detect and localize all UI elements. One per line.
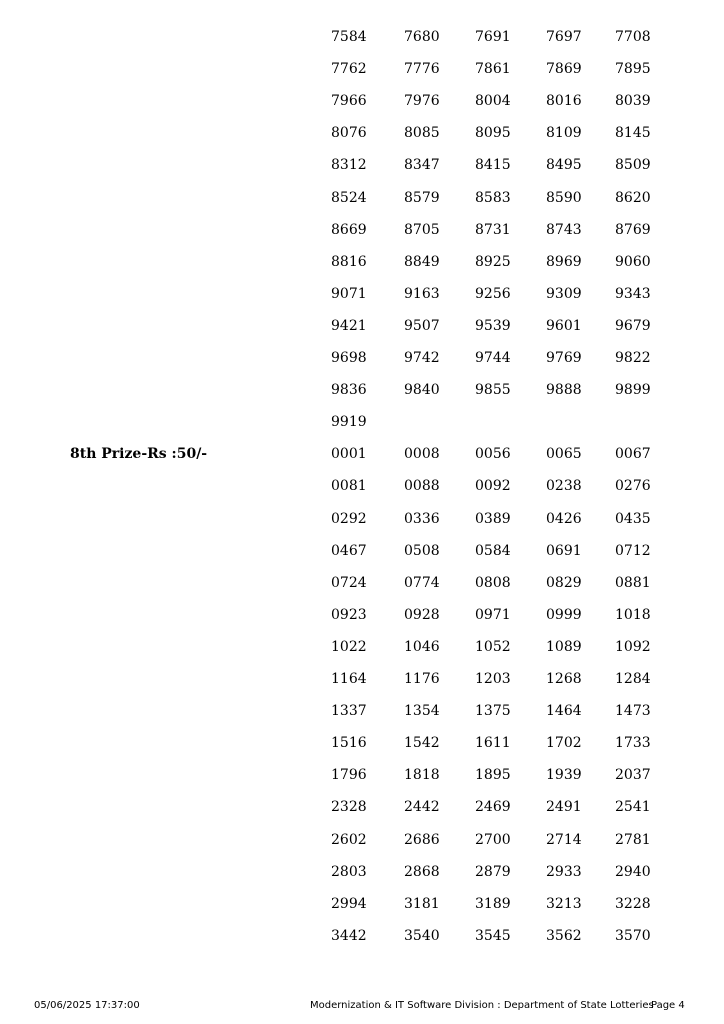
ticket-number: 0467	[331, 543, 367, 559]
ticket-number: 1464	[546, 703, 582, 719]
footer-division: Modernization & IT Software Division : Department of State Lotteries	[310, 1000, 654, 1011]
ticket-number: 1818	[404, 767, 440, 783]
result-row	[0, 599, 724, 631]
ticket-number: 0276	[615, 478, 651, 494]
ticket-number: 0088	[404, 478, 440, 494]
ticket-number: 9256	[475, 286, 511, 302]
ticket-number: 0881	[615, 575, 651, 591]
ticket-number: 1089	[546, 639, 582, 655]
ticket-number: 2940	[615, 864, 651, 880]
ticket-number: 0292	[331, 511, 367, 527]
ticket-number: 8731	[475, 222, 511, 238]
result-row	[0, 695, 724, 727]
ticket-number: 8145	[615, 125, 651, 141]
result-row	[0, 85, 724, 117]
ticket-number: 3181	[404, 896, 440, 912]
ticket-number: 3442	[331, 928, 367, 944]
ticket-number: 1733	[615, 735, 651, 751]
ticket-number: 0067	[615, 446, 651, 462]
ticket-number: 1796	[331, 767, 367, 783]
ticket-number: 3570	[615, 928, 651, 944]
ticket-number: 2602	[331, 832, 367, 848]
footer-timestamp: 05/06/2025 17:37:00	[34, 1000, 140, 1011]
ticket-number: 8509	[615, 157, 651, 173]
result-row	[0, 727, 724, 759]
footer-page-number: Page 4	[651, 1000, 685, 1011]
result-row	[0, 888, 724, 920]
ticket-number: 8347	[404, 157, 440, 173]
ticket-number: 8620	[615, 190, 651, 206]
ticket-number: 8583	[475, 190, 511, 206]
ticket-number: 2994	[331, 896, 367, 912]
ticket-number: 0065	[546, 446, 582, 462]
ticket-number: 9060	[615, 254, 651, 270]
result-row	[0, 214, 724, 246]
ticket-number: 1337	[331, 703, 367, 719]
ticket-number: 0389	[475, 511, 511, 527]
ticket-number: 8016	[546, 93, 582, 109]
ticket-number: 1164	[331, 671, 367, 687]
ticket-number: 9840	[404, 382, 440, 398]
ticket-number: 8524	[331, 190, 367, 206]
ticket-number: 9421	[331, 318, 367, 334]
ticket-number: 8495	[546, 157, 582, 173]
ticket-number: 3562	[546, 928, 582, 944]
ticket-number: 9822	[615, 350, 651, 366]
ticket-number: 2700	[475, 832, 511, 848]
ticket-number: 9601	[546, 318, 582, 334]
ticket-number: 8969	[546, 254, 582, 270]
ticket-number: 0238	[546, 478, 582, 494]
result-row	[0, 21, 724, 53]
ticket-number: 9888	[546, 382, 582, 398]
ticket-number: 0928	[404, 607, 440, 623]
ticket-number: 9071	[331, 286, 367, 302]
ticket-number: 1022	[331, 639, 367, 655]
ticket-number: 2933	[546, 864, 582, 880]
ticket-number: 0999	[546, 607, 582, 623]
ticket-number: 9899	[615, 382, 651, 398]
result-row	[0, 374, 724, 406]
ticket-number: 9507	[404, 318, 440, 334]
result-row	[0, 920, 724, 952]
ticket-number: 7680	[404, 29, 440, 45]
ticket-number: 0923	[331, 607, 367, 623]
ticket-number: 9163	[404, 286, 440, 302]
ticket-number: 7966	[331, 93, 367, 109]
ticket-number: 7762	[331, 61, 367, 77]
result-row	[0, 663, 724, 695]
result-row	[0, 470, 724, 502]
result-row	[0, 310, 724, 342]
ticket-number: 9769	[546, 350, 582, 366]
ticket-number: 1939	[546, 767, 582, 783]
result-row	[0, 438, 724, 470]
ticket-number: 1203	[475, 671, 511, 687]
ticket-number: 3213	[546, 896, 582, 912]
ticket-number: 7976	[404, 93, 440, 109]
result-row	[0, 791, 724, 823]
result-row	[0, 149, 724, 181]
ticket-number: 2469	[475, 799, 511, 815]
result-row	[0, 406, 724, 438]
ticket-number: 2868	[404, 864, 440, 880]
ticket-number: 0829	[546, 575, 582, 591]
ticket-number: 3545	[475, 928, 511, 944]
ticket-number: 8085	[404, 125, 440, 141]
ticket-number: 0724	[331, 575, 367, 591]
result-row	[0, 759, 724, 791]
ticket-number: 9698	[331, 350, 367, 366]
ticket-number: 2442	[404, 799, 440, 815]
ticket-number: 2803	[331, 864, 367, 880]
ticket-number: 8705	[404, 222, 440, 238]
ticket-number: 2541	[615, 799, 651, 815]
result-row	[0, 631, 724, 663]
ticket-number: 0001	[331, 446, 367, 462]
ticket-number: 9742	[404, 350, 440, 366]
ticket-number: 8743	[546, 222, 582, 238]
ticket-number: 7895	[615, 61, 651, 77]
ticket-number: 2781	[615, 832, 651, 848]
ticket-number: 8925	[475, 254, 511, 270]
ticket-number: 1268	[546, 671, 582, 687]
ticket-number: 1052	[475, 639, 511, 655]
ticket-number: 8095	[475, 125, 511, 141]
ticket-number: 7691	[475, 29, 511, 45]
result-row	[0, 182, 724, 214]
ticket-number: 1375	[475, 703, 511, 719]
ticket-number: 7584	[331, 29, 367, 45]
ticket-number: 7708	[615, 29, 651, 45]
ticket-number: 9539	[475, 318, 511, 334]
ticket-number: 1611	[475, 735, 511, 751]
ticket-number: 1046	[404, 639, 440, 655]
result-row	[0, 503, 724, 535]
ticket-number: 8816	[331, 254, 367, 270]
result-row	[0, 53, 724, 85]
ticket-number: 1176	[404, 671, 440, 687]
ticket-number: 3189	[475, 896, 511, 912]
result-row	[0, 342, 724, 374]
result-row	[0, 535, 724, 567]
ticket-number: 9919	[331, 414, 367, 430]
ticket-number: 9309	[546, 286, 582, 302]
ticket-number: 7697	[546, 29, 582, 45]
ticket-number: 1895	[475, 767, 511, 783]
ticket-number: 8039	[615, 93, 651, 109]
ticket-number: 1516	[331, 735, 367, 751]
ticket-number: 2037	[615, 767, 651, 783]
result-row	[0, 856, 724, 888]
ticket-number: 9836	[331, 382, 367, 398]
ticket-number: 7869	[546, 61, 582, 77]
ticket-number: 2491	[546, 799, 582, 815]
ticket-number: 0336	[404, 511, 440, 527]
ticket-number: 8669	[331, 222, 367, 238]
ticket-number: 1092	[615, 639, 651, 655]
ticket-number: 7776	[404, 61, 440, 77]
ticket-number: 1284	[615, 671, 651, 687]
result-row	[0, 117, 724, 149]
ticket-number: 9855	[475, 382, 511, 398]
ticket-number: 0081	[331, 478, 367, 494]
ticket-number: 3228	[615, 896, 651, 912]
ticket-number: 9679	[615, 318, 651, 334]
ticket-number: 0712	[615, 543, 651, 559]
ticket-number: 8769	[615, 222, 651, 238]
ticket-number: 8590	[546, 190, 582, 206]
prize-label: 8th Prize-Rs :50/-	[70, 446, 208, 462]
ticket-number: 1473	[615, 703, 651, 719]
ticket-number: 8579	[404, 190, 440, 206]
ticket-number: 2714	[546, 832, 582, 848]
ticket-number: 0435	[615, 511, 651, 527]
ticket-number: 9343	[615, 286, 651, 302]
ticket-number: 1018	[615, 607, 651, 623]
result-row	[0, 278, 724, 310]
ticket-number: 0971	[475, 607, 511, 623]
ticket-number: 0008	[404, 446, 440, 462]
ticket-number: 8312	[331, 157, 367, 173]
ticket-number: 2879	[475, 864, 511, 880]
ticket-number: 8849	[404, 254, 440, 270]
ticket-number: 0508	[404, 543, 440, 559]
result-row	[0, 246, 724, 278]
ticket-number: 0092	[475, 478, 511, 494]
ticket-number: 8109	[546, 125, 582, 141]
ticket-number: 2328	[331, 799, 367, 815]
ticket-number: 1354	[404, 703, 440, 719]
ticket-number: 3540	[404, 928, 440, 944]
ticket-number: 8004	[475, 93, 511, 109]
ticket-number: 1542	[404, 735, 440, 751]
ticket-number: 8415	[475, 157, 511, 173]
ticket-number: 8076	[331, 125, 367, 141]
ticket-number: 2686	[404, 832, 440, 848]
ticket-number: 0691	[546, 543, 582, 559]
ticket-number: 1702	[546, 735, 582, 751]
ticket-number: 0584	[475, 543, 511, 559]
ticket-number: 0426	[546, 511, 582, 527]
ticket-number: 9744	[475, 350, 511, 366]
result-row	[0, 824, 724, 856]
ticket-number: 0774	[404, 575, 440, 591]
ticket-number: 0808	[475, 575, 511, 591]
ticket-number: 0056	[475, 446, 511, 462]
result-row	[0, 567, 724, 599]
ticket-number: 7861	[475, 61, 511, 77]
